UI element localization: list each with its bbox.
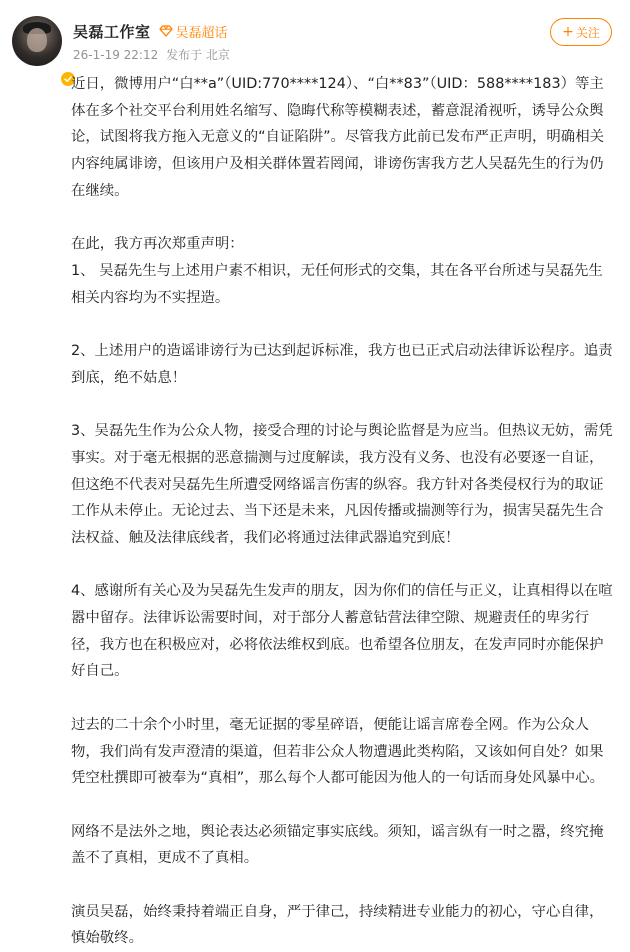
post-paragraph: 过去的二十余个小时里，毫无证据的零星碎语，便能让谣言席卷全网。作为公众人物，我们尚有发声澄清的渠道，但若非公众人物遭遇此类构陷，又该如何自处？如果凭空杜撰即可被奉为“真相”，那么每个人都可能因为他人的一句话而身处风暴中心。	[71, 716, 604, 787]
post-paragraph: 网络不是法外之地，舆论表达必须锚定事实底线。须知，谣言纵有一时之嚣，终究掩盖不了真相，更成不了真相。	[71, 823, 604, 867]
post-paragraph: 近日，微博用户“白**a”（UID:770****124）、“白**83”（UID：588****183）等主体在多个社交平台利用姓名缩写、隐晦代称等模糊表述，蓄意混淆视听，诱导公众舆论，试图将我方拖入无意义的“自证陷阱”。尽管我方此前已发布严正声明，明确相关内容纯属诽谤，但该用户及相关群体置若罔闻，诽谤伤害我方艺人吴磊先生的行为仍在继续。	[71, 76, 604, 199]
paragraph-spacer	[71, 552, 616, 579]
post-meta	[73, 46, 234, 63]
plus-icon: +	[562, 24, 574, 40]
author-row	[73, 20, 228, 42]
paragraph-spacer	[71, 685, 616, 712]
post-source: 发布于 北京	[166, 48, 230, 62]
post-paragraph: 在此，我方再次郑重声明：	[71, 236, 244, 253]
super-topic-label: 吴磊超话	[175, 25, 228, 41]
post-paragraph: 3、吴磊先生作为公众人物，接受合理的讨论与舆论监督是为应当。但热议无妨，需凭事实。对于毫无根据的恶意揣测与过度解读，我方没有义务、也没有必要逐一自证，但这绝不代表对吴磊先生所遭受网络谣言伤害的纵容。我方针对各类侵权行为的取证工作从未停止。无论过去、当下还是未来，凡因传播或揣测等行为，损害吴磊先生合法权益、触及法律底线者，我们必将通过法律武器追究到底！	[71, 423, 613, 546]
post-body	[71, 71, 616, 952]
follow-button[interactable]	[550, 18, 612, 46]
avatar[interactable]	[12, 16, 62, 66]
avatar-face	[27, 28, 47, 52]
diamond-icon	[159, 25, 173, 37]
post-paragraph: 1、 吴磊先生与上述用户素不相识，无任何形式的交集，其在各平台所述与吴磊先生相关内容均为不实捏造。	[71, 262, 603, 306]
paragraph-spacer	[71, 792, 616, 819]
follow-label: 关注	[575, 25, 600, 40]
paragraph-spacer	[71, 872, 616, 899]
post-paragraph: 演员吴磊，始终秉持着端正自身，严于律己，持续精进专业能力的初心，守心自律，慎始敬终。	[71, 903, 604, 947]
author-name[interactable]: 吴磊工作室	[73, 22, 151, 41]
super-topic-link[interactable]	[159, 22, 228, 41]
post-paragraph: 4、感谢所有关心及为吴磊先生发声的朋友，因为你们的信任与正义，让真相得以在喧嚣中留存。法律诉讼需要时间，对于部分人蓄意钻营法律空隙、规避责任的卑劣行径，我方也在积极应对，必将依法维权到底。也希望各位朋友，在发声同时亦能保护好自己。	[71, 583, 613, 680]
post-timestamp[interactable]: 26-1-19 22:12	[73, 48, 159, 62]
paragraph-spacer	[71, 311, 616, 338]
paragraph-spacer	[71, 205, 616, 232]
paragraph-spacer	[71, 391, 616, 418]
post-paragraph: 2、上述用户的造谣诽谤行为已达到起诉标准，我方也已正式启动法律诉讼程序。追责到底，绝不姑息！	[71, 343, 613, 386]
